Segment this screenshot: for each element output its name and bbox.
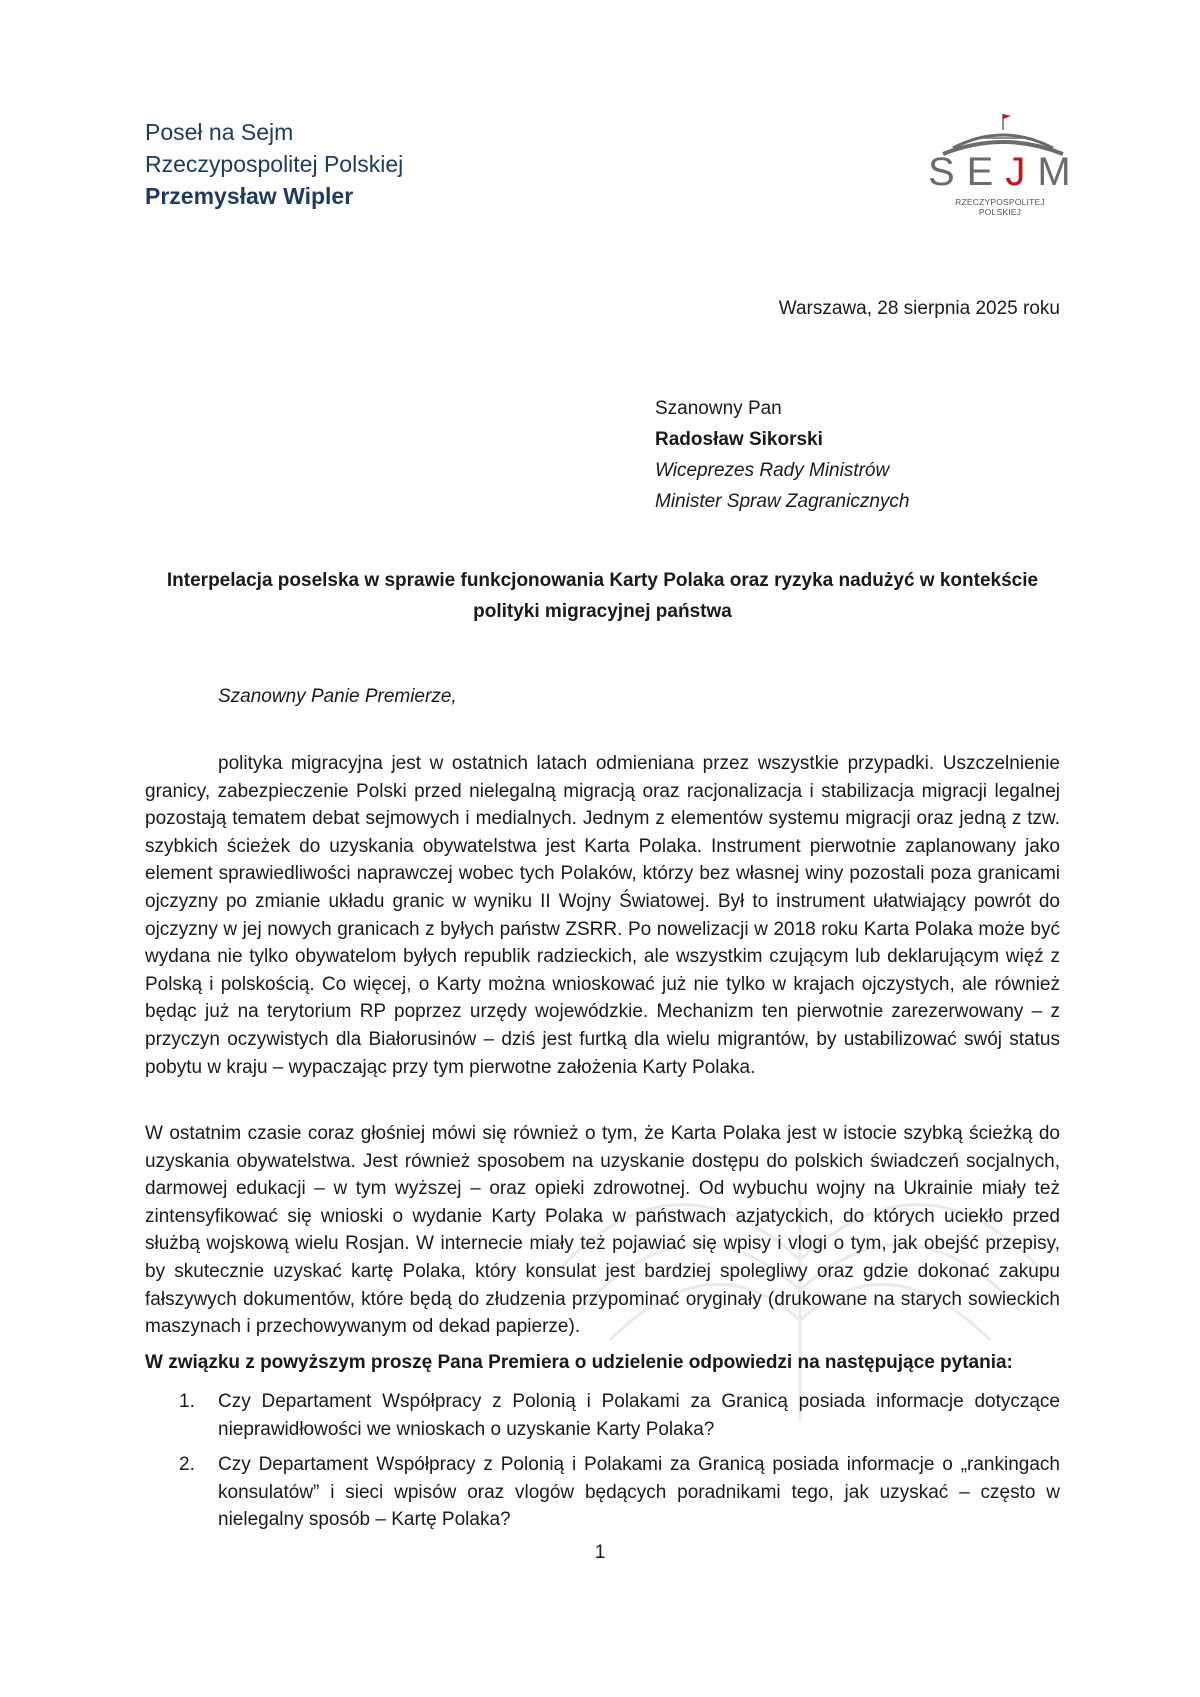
sender-name: Przemysław Wipler <box>145 183 354 209</box>
recipient-title-1: Wiceprezes Rady Ministrów <box>655 460 890 481</box>
list-item <box>145 1388 1060 1443</box>
logo-letters-se: SE <box>928 150 1006 194</box>
sender-line-2: Rzeczypospolitej Polskiej <box>145 151 404 177</box>
question-text: Czy Departament Współpracy z Polonią i Polakami za Granicą posiada informacje dotyczące nieprawidłowości we wnioskach o uzyskanie Karty Polaka? <box>218 1391 1060 1440</box>
sejm-logo-text <box>928 150 1083 195</box>
page-number: 1 <box>594 1542 606 1563</box>
question-list <box>145 1388 1060 1542</box>
recipient-greeting: Szanowny Pan <box>655 398 782 419</box>
logo-letter-j: J <box>1005 150 1038 194</box>
question-number: 1. <box>179 1391 195 1412</box>
recipient-title-2: Minister Spraw Zagranicznych <box>655 491 910 512</box>
paragraph-2: W ostatnim czasie coraz głośniej mówi się również o tym, że Karta Polaka jest w istocie szybką ścieżką do uzyskania obywatelstwa. Jest również sposobem na uzyskanie dostępu do polskich świadczeń socjalnych, darmowej edukacji – w tym wyższej – oraz opieki zdrowotnej. Od wybuchu wojny na Ukrainie miały też zintensyfikować się wnioski o wydanie Karty Polaka w państwach azjatyckich, do których uciekło przed służbą wojskową wielu Rosjan. W internecie miały też pojawiać się wpisy i vlogi o tym, jak obejść przepisy, by skutecznie uzyskać kartę Polaka, który konsulat jest bardziej spolegliwy oraz gdzie dokonać zakupu fałszywych dokumentów, które będą do złudzenia przypominać oryginały (drukowane na starych sowieckich maszynach i przechowywanym od dekad papierze). <box>145 1123 1060 1338</box>
letter-date: Warszawa, 28 sierpnia 2025 roku <box>778 298 1060 319</box>
sender-line-1: Poseł na Sejm <box>145 119 294 145</box>
question-text: Czy Departament Współpracy z Polonią i Polakami za Granicą posiada informacje o „rankingach konsulatów” i sieci wpisów oraz vlogów będących poradnikami tego, jak uzyskać – często w nielegalny sposób – Kartę Polaka? <box>218 1454 1060 1531</box>
paragraph-1: polityka migracyjna jest w ostatnich latach odmieniana przez wszystkie przypadki. Uszczelnienie granicy, zabezpieczenie Polski przed nielegalną migracją oraz racjonalizacja i stabilizacja migracji legalnej pozostają tematem debat sejmowych i medialnych. Jednym z elementów systemu migracji oraz jedną z tzw. szybkich ścieżek do uzyskania obywatelstwa jest Karta Polaka. Instrument pierwotnie zaplanowany jako element sprawiedliwości naprawczej wobec tych Polaków, którzy bez własnej winy pozostali poza granicami ojczyzny po zmianie układu granic w wyniku II Wojny Światowej. Był to instrument ułatwiający powrót do ojczyzny w jej nowych granicach z byłych państw ZSRR. Po nowelizacji w 2018 roku Karta Polaka może być wydana nie tylko obywatelom byłych republik radzieckich, ale wszystkim czującym lub deklarującym więź z Polską i polskością. Co więcej, o Karty można wnioskować już nie tylko w krajach ojczystych, ale również będąc już na terytorium RP poprzez urzędy wojewódzkie. Mechanizm ten pierwotnie zarezerwowany – z przyczyn oczywistych dla Białorusinów – dziś jest furtką dla wielu migrantów, by ustabilizować swój status pobytu w kraju – wypaczając przy tym pierwotne założenia Karty Polaka. <box>145 753 1060 1078</box>
letter-subject: Interpelacja poselska w sprawie funkcjonowania Karty Polaka oraz ryzyka nadużyć w kontekście polityki migracyjnej państwa <box>166 570 1039 622</box>
question-lead: W związku z powyższym proszę Pana Premiera o udzielenie odpowiedzi na następujące pytania: <box>145 1352 1013 1373</box>
sender-block <box>145 116 403 212</box>
salutation: Szanowny Panie Premierze, <box>218 686 457 707</box>
recipient-name: Radosław Sikorski <box>655 429 823 450</box>
question-number: 2. <box>179 1454 195 1476</box>
recipient-block <box>655 393 909 517</box>
sejm-logo-caption: RZECZYPOSPOLITEJ POLSKIEJ <box>955 197 1045 217</box>
list-item <box>145 1451 1060 1534</box>
logo-letter-m: M <box>1037 150 1083 194</box>
